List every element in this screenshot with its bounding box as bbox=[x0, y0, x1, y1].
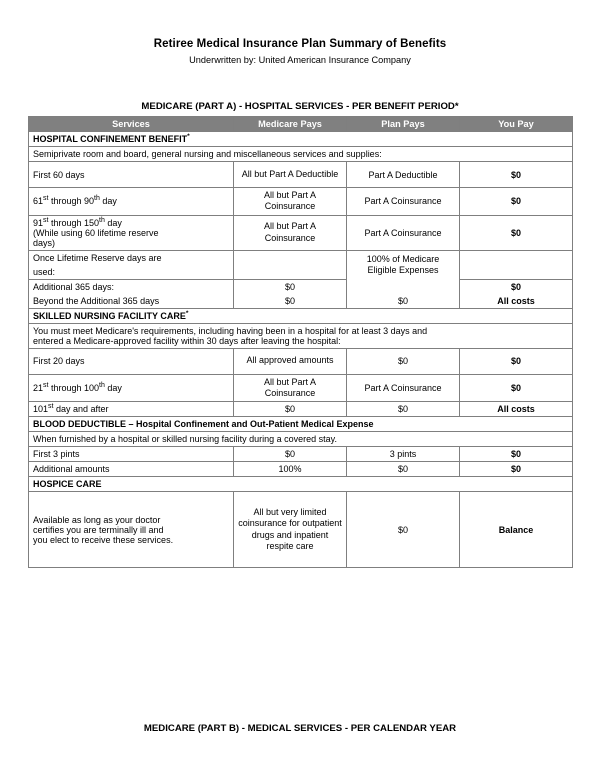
row-medicare-pays: All but Part A Coinsurance bbox=[234, 188, 347, 216]
row-plan-pays: $0 bbox=[347, 294, 460, 309]
row-service-prefix: 21 bbox=[33, 382, 44, 393]
group-note-line-2: entered a Medicare-approved facility within 30 days after leaving the hospital: bbox=[33, 335, 341, 346]
row-service-label bbox=[29, 188, 234, 216]
group-heading-blood-deductible: BLOOD DEDUCTIBLE – Hospital Confinement and Out-Patient Medical Expense bbox=[29, 417, 573, 432]
group-heading-skilled-nursing bbox=[29, 308, 573, 323]
table-row bbox=[29, 188, 573, 216]
row-medicare-pays: $0 bbox=[234, 402, 347, 417]
row-you-pay: $0 bbox=[460, 162, 573, 188]
table-row bbox=[29, 279, 573, 294]
table-row bbox=[29, 348, 573, 374]
column-header-you-pay: You Pay bbox=[460, 117, 573, 132]
group-note-line-1: You must meet Medicare's requirements, including having been in a hospital for at least 3 days and bbox=[33, 325, 428, 336]
table-header bbox=[29, 117, 573, 132]
column-header-plan-pays: Plan Pays bbox=[347, 117, 460, 132]
row-plan-pays: $0 bbox=[347, 348, 460, 374]
row-plan-pays: Part A Deductible bbox=[347, 162, 460, 188]
table-row bbox=[29, 250, 573, 265]
row-you-pay: $0 bbox=[460, 348, 573, 374]
row-service-prefix: 101 bbox=[33, 404, 49, 414]
row-service-label: Additional amounts bbox=[29, 462, 234, 477]
group-heading-row bbox=[29, 132, 573, 147]
row-service-suffix: day bbox=[99, 196, 117, 207]
row-service-label: Once Lifetime Reserve days are bbox=[29, 250, 234, 265]
row-plan-pays: Part A Coinsurance bbox=[347, 188, 460, 216]
row-you-pay: $0 bbox=[460, 215, 573, 250]
row-medicare-pays: All but Part A Coinsurance bbox=[234, 374, 347, 402]
row-medicare-pays: 100% bbox=[234, 462, 347, 477]
row-you-pay: $0 bbox=[460, 279, 573, 294]
row-service-label bbox=[29, 215, 234, 250]
group-note-skilled-nursing bbox=[29, 323, 573, 348]
row-service-ordinal-2: th bbox=[94, 195, 100, 203]
group-note-row bbox=[29, 147, 573, 162]
group-heading-label: SKILLED NURSING FACILITY CARE bbox=[33, 310, 186, 321]
row-service-middle: through 90 bbox=[48, 196, 95, 207]
table-row bbox=[29, 162, 573, 188]
row-plan-pays bbox=[347, 279, 460, 294]
footnote-marker: * bbox=[185, 309, 189, 317]
group-note-row bbox=[29, 432, 573, 447]
table-body bbox=[29, 132, 573, 568]
page-title: Retiree Medical Insurance Plan Summary of Benefits bbox=[153, 38, 447, 50]
row-service-label bbox=[29, 402, 234, 417]
footnote-marker: * bbox=[187, 133, 190, 140]
row-medicare-pays bbox=[234, 265, 347, 280]
row-service-label bbox=[29, 374, 234, 402]
group-note-blood-deductible: When furnished by a hospital or skilled nursing facility during a covered stay. bbox=[29, 432, 573, 447]
row-service-prefix: 91 bbox=[33, 217, 44, 228]
row-plan-pays: 3 pints bbox=[347, 447, 460, 462]
row-service-suffix: day bbox=[104, 217, 122, 228]
row-service-suffix: day and after bbox=[53, 404, 109, 414]
row-medicare-pays bbox=[234, 250, 347, 265]
row-medicare-pays: $0 bbox=[234, 447, 347, 462]
row-plan-pays: $0 bbox=[347, 402, 460, 417]
row-service-line-1 bbox=[33, 218, 229, 228]
table-row bbox=[29, 374, 573, 402]
row-you-pay: Balance bbox=[460, 492, 573, 568]
row-service-line-3: days) bbox=[33, 237, 56, 248]
row-service-label: First 20 days bbox=[29, 348, 234, 374]
row-service-ordinal-2: th bbox=[99, 216, 105, 224]
row-service-ordinal: st bbox=[48, 403, 54, 410]
table-row bbox=[29, 294, 573, 309]
benefits-table bbox=[28, 116, 573, 568]
table-header-row bbox=[29, 117, 573, 132]
row-service-middle: through 100 bbox=[48, 382, 100, 393]
row-plan-pays: Part A Coinsurance bbox=[347, 374, 460, 402]
row-plan-pays: Part A Coinsurance bbox=[347, 215, 460, 250]
group-note-hospital-confinement: Semiprivate room and board, general nursing and miscellaneous services and supplies: bbox=[29, 147, 573, 162]
group-heading-hospice-care: HOSPICE CARE bbox=[29, 477, 573, 492]
row-service-line-2: (While using 60 lifetime reserve bbox=[33, 227, 159, 238]
row-medicare-pays: $0 bbox=[234, 279, 347, 294]
footer-section-title: MEDICARE (PART B) - MEDICAL SERVICES - PER CALENDAR YEAR bbox=[143, 723, 457, 734]
row-service-suffix: day bbox=[104, 382, 122, 393]
row-you-pay: $0 bbox=[460, 447, 573, 462]
table-row bbox=[29, 265, 573, 280]
row-medicare-pays: All but Part A Deductible bbox=[234, 162, 347, 188]
row-service-line-1: Available as long as your doctor bbox=[33, 514, 161, 525]
group-heading-row bbox=[29, 477, 573, 492]
group-note-row bbox=[29, 323, 573, 348]
row-you-pay bbox=[460, 265, 573, 280]
row-service-ordinal: st bbox=[43, 195, 49, 203]
group-heading-label: HOSPITAL CONFINEMENT BENEFIT bbox=[33, 134, 188, 144]
row-you-pay bbox=[460, 250, 573, 265]
table-row bbox=[29, 462, 573, 477]
row-service-prefix: 61 bbox=[33, 196, 44, 207]
column-header-medicare-pays: Medicare Pays bbox=[234, 117, 347, 132]
row-service-label: used: bbox=[29, 265, 234, 280]
row-service-line-3: you elect to receive these services. bbox=[33, 534, 174, 545]
table-row bbox=[29, 447, 573, 462]
table-row bbox=[29, 215, 573, 250]
row-service-label: Additional 365 days: bbox=[29, 279, 234, 294]
row-you-pay: $0 bbox=[460, 188, 573, 216]
group-heading-row bbox=[29, 308, 573, 323]
row-service-ordinal: st bbox=[43, 381, 49, 389]
table-row bbox=[29, 492, 573, 568]
row-service-line-2: certifies you are terminally ill and bbox=[33, 524, 164, 535]
row-plan-pays: 100% of Medicare Eligible Expenses bbox=[347, 250, 460, 279]
row-plan-pays: $0 bbox=[347, 462, 460, 477]
group-heading-row bbox=[29, 417, 573, 432]
section-title: MEDICARE (PART A) - HOSPITAL SERVICES - PER BENEFIT PERIOD* bbox=[141, 101, 459, 112]
row-service-label: First 60 days bbox=[29, 162, 234, 188]
group-heading-hospital-confinement bbox=[29, 132, 573, 147]
row-service-middle: through 150 bbox=[48, 217, 100, 228]
row-service-label bbox=[29, 492, 234, 568]
row-medicare-pays: All but very limited coinsurance for outpatient drugs and inpatient respite care bbox=[234, 492, 347, 568]
row-service-ordinal: st bbox=[43, 216, 49, 224]
row-you-pay: All costs bbox=[460, 402, 573, 417]
column-header-services: Services bbox=[29, 117, 234, 132]
row-you-pay: All costs bbox=[460, 294, 573, 309]
row-service-ordinal-2: th bbox=[99, 381, 105, 389]
row-medicare-pays: All approved amounts bbox=[234, 348, 347, 374]
row-service-label: First 3 pints bbox=[29, 447, 234, 462]
row-service-label: Beyond the Additional 365 days bbox=[29, 294, 234, 309]
row-medicare-pays: $0 bbox=[234, 294, 347, 309]
row-plan-pays: $0 bbox=[347, 492, 460, 568]
row-medicare-pays: All but Part A Coinsurance bbox=[234, 215, 347, 250]
page-subtitle: Underwritten by: United American Insurance Company bbox=[189, 55, 411, 65]
table-row bbox=[29, 402, 573, 417]
row-you-pay: $0 bbox=[460, 374, 573, 402]
row-you-pay: $0 bbox=[460, 462, 573, 477]
